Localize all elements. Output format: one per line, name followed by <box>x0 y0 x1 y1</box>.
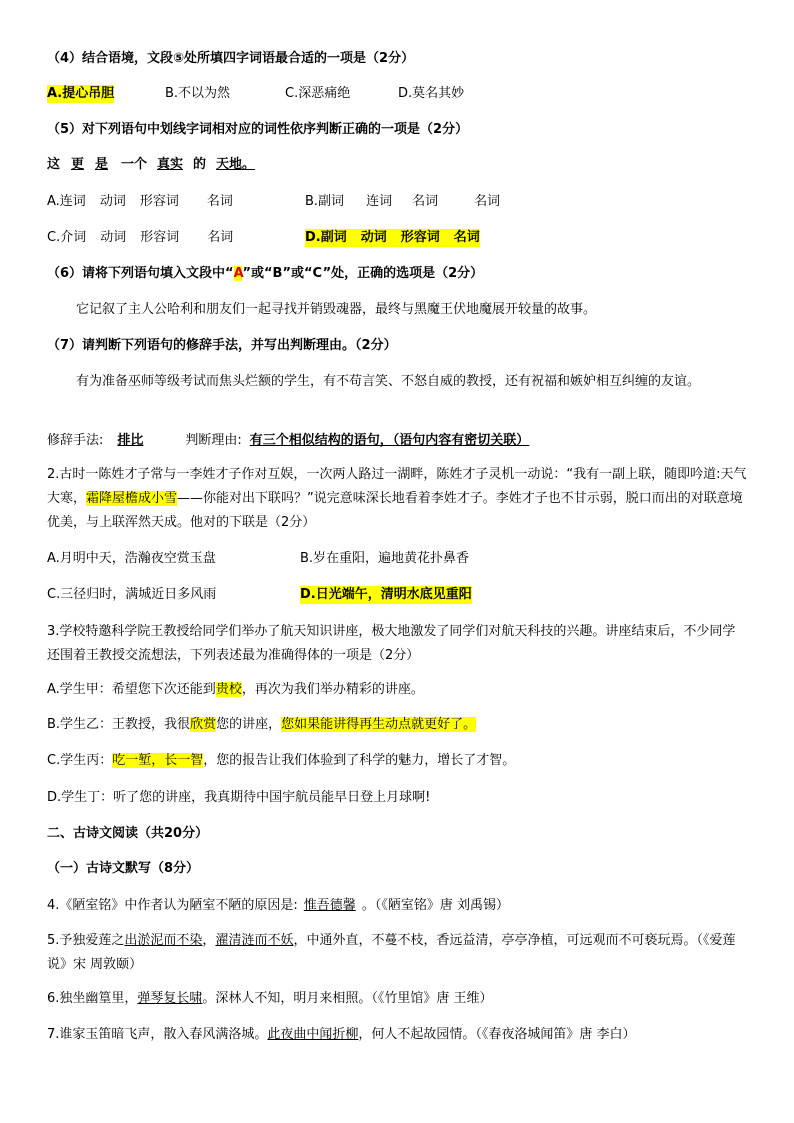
q7-answer-row <box>47 432 529 450</box>
q2-stem: 2.古时一陈姓才子常与一李姓才子作对互娱，一次两人路过一湖畔，陈姓才子灵机一动说：“我有一副上联，随即吟道:天气大寒，霜降屋檐成小雪——你能对出下联吗？”说完意味深长地看着李姓才子。李姓才子也不甘示弱，脱口而出的对联意境优美，与上联浑然天成。他对的下联是（2分） <box>47 467 747 530</box>
q4-option-c: C.深恶痛绝 <box>285 86 351 101</box>
q7-reason-label: 判断理由: <box>185 433 242 448</box>
q4-option-d: D.莫名其妙 <box>398 86 465 101</box>
q3-stem: 3.学校特邀科学院王教授给同学们举办了航天知识讲座，极大地激发了同学们对航天科技的兴趣。讲座结束后，不少同学还围着王教授交流想法，下列表述最为准确得体的一项是（2分） <box>47 624 736 663</box>
q3-option-a: A.学生甲：希望您下次还能到贵校，再次为我们举办精彩的讲座。 <box>47 682 424 697</box>
q6-sentence: 它记叙了主人公哈利和朋友们一起寻找并销毁魂器，最终与黑魔王伏地魔展开较量的故事。 <box>76 302 597 317</box>
q5-option-c: C.介词 动词 形容词 名词 <box>47 230 234 245</box>
q7-stem: （7）请判断下列语句的修辞手法，并写出判断理由。（2分） <box>47 338 397 353</box>
poem-7: 7.谁家玉笛暗飞声，散入春风满洛城。此夜曲中闻折柳，何人不起故园情。（《春夜洛城闻笛》唐 李白） <box>47 1027 636 1042</box>
q2-highlight: 霜降屋檐成小雪 <box>86 491 178 506</box>
q2-option-a: A.月明中天，浩瀚夜空赏玉盘 <box>47 551 216 566</box>
q7-device-answer: 排比 <box>117 433 144 448</box>
q4-stem: （4）结合语境，文段⑤处所填四字词语最合适的一项是（2分） <box>47 51 415 66</box>
poem-6: 6.独坐幽篁里，弹琴复长啸。深林人不知，明月来相照。（《竹里馆》唐 王维） <box>47 991 493 1006</box>
q5-option-d: D.副词 动词 形容词 名词 <box>305 230 480 245</box>
section2-subtitle: （一）古诗文默写（8分） <box>47 861 200 876</box>
q3-option-b: B.学生乙：王教授，我很欣赏您的讲座，您如果能讲得再生动点就更好了。 <box>47 717 477 732</box>
q2-option-b: B.岁在重阳，遍地黄花扑鼻香 <box>300 551 470 566</box>
q5-sentence: 这 更 是 一个 真实 的 天地。 <box>47 157 256 172</box>
q4-option-b: B.不以为然 <box>165 86 231 101</box>
q5-stem: （5）对下列语句中划线字词相对应的词性依序判断正确的一项是（2分） <box>47 122 469 137</box>
q7-reason-answer: 有三个相似结构的语句，（语句内容有密切关联） <box>249 433 530 448</box>
q5-option-a: A.连词 动词 形容词 名词 <box>47 194 233 209</box>
q7-sentence: 有为准备巫师等级考试而焦头烂额的学生，有不苟言笑、不怒自威的教授，还有祝福和嫉妒相互纠缠的友谊。 <box>76 374 701 389</box>
q3-option-c: C.学生丙：吃一堑，长一智，您的报告让我们体验到了科学的魅力，增长了才智。 <box>47 753 516 768</box>
q4-option-a: A.提心吊胆 <box>47 86 115 101</box>
q5-option-b: B.副词 连词 名词 名词 <box>305 194 501 209</box>
section2-title: 二、古诗文阅读（共20分） <box>47 826 209 841</box>
poem-5: 5.予独爱莲之出淤泥而不染，濯清涟而不妖，中通外直，不蔓不枝，香远益清，亭亭净植，可远观而不可亵玩焉。（《爱莲说》宋 周敦颐） <box>47 933 736 972</box>
poem-4: 4.《陋室铭》中作者认为陋室不陋的原因是: 惟吾德馨 。（《陋室铭》唐 刘禹锡） <box>47 898 509 913</box>
q3-option-d: D.学生丁：听了您的讲座，我真期待中国宇航员能早日登上月球啊! <box>47 790 431 805</box>
q6-stem: （6）请将下列语句填入文段中“A”或“B”或“C”处，正确的选项是（2分） <box>47 266 484 281</box>
q2-option-d: D.日光端午，清明水底见重阳 <box>300 587 472 602</box>
q7-device-label: 修辞手法: <box>47 433 104 448</box>
q2-option-c: C.三径归时，满城近日多风雨 <box>47 587 217 602</box>
q6-highlight-a: A <box>233 266 243 281</box>
